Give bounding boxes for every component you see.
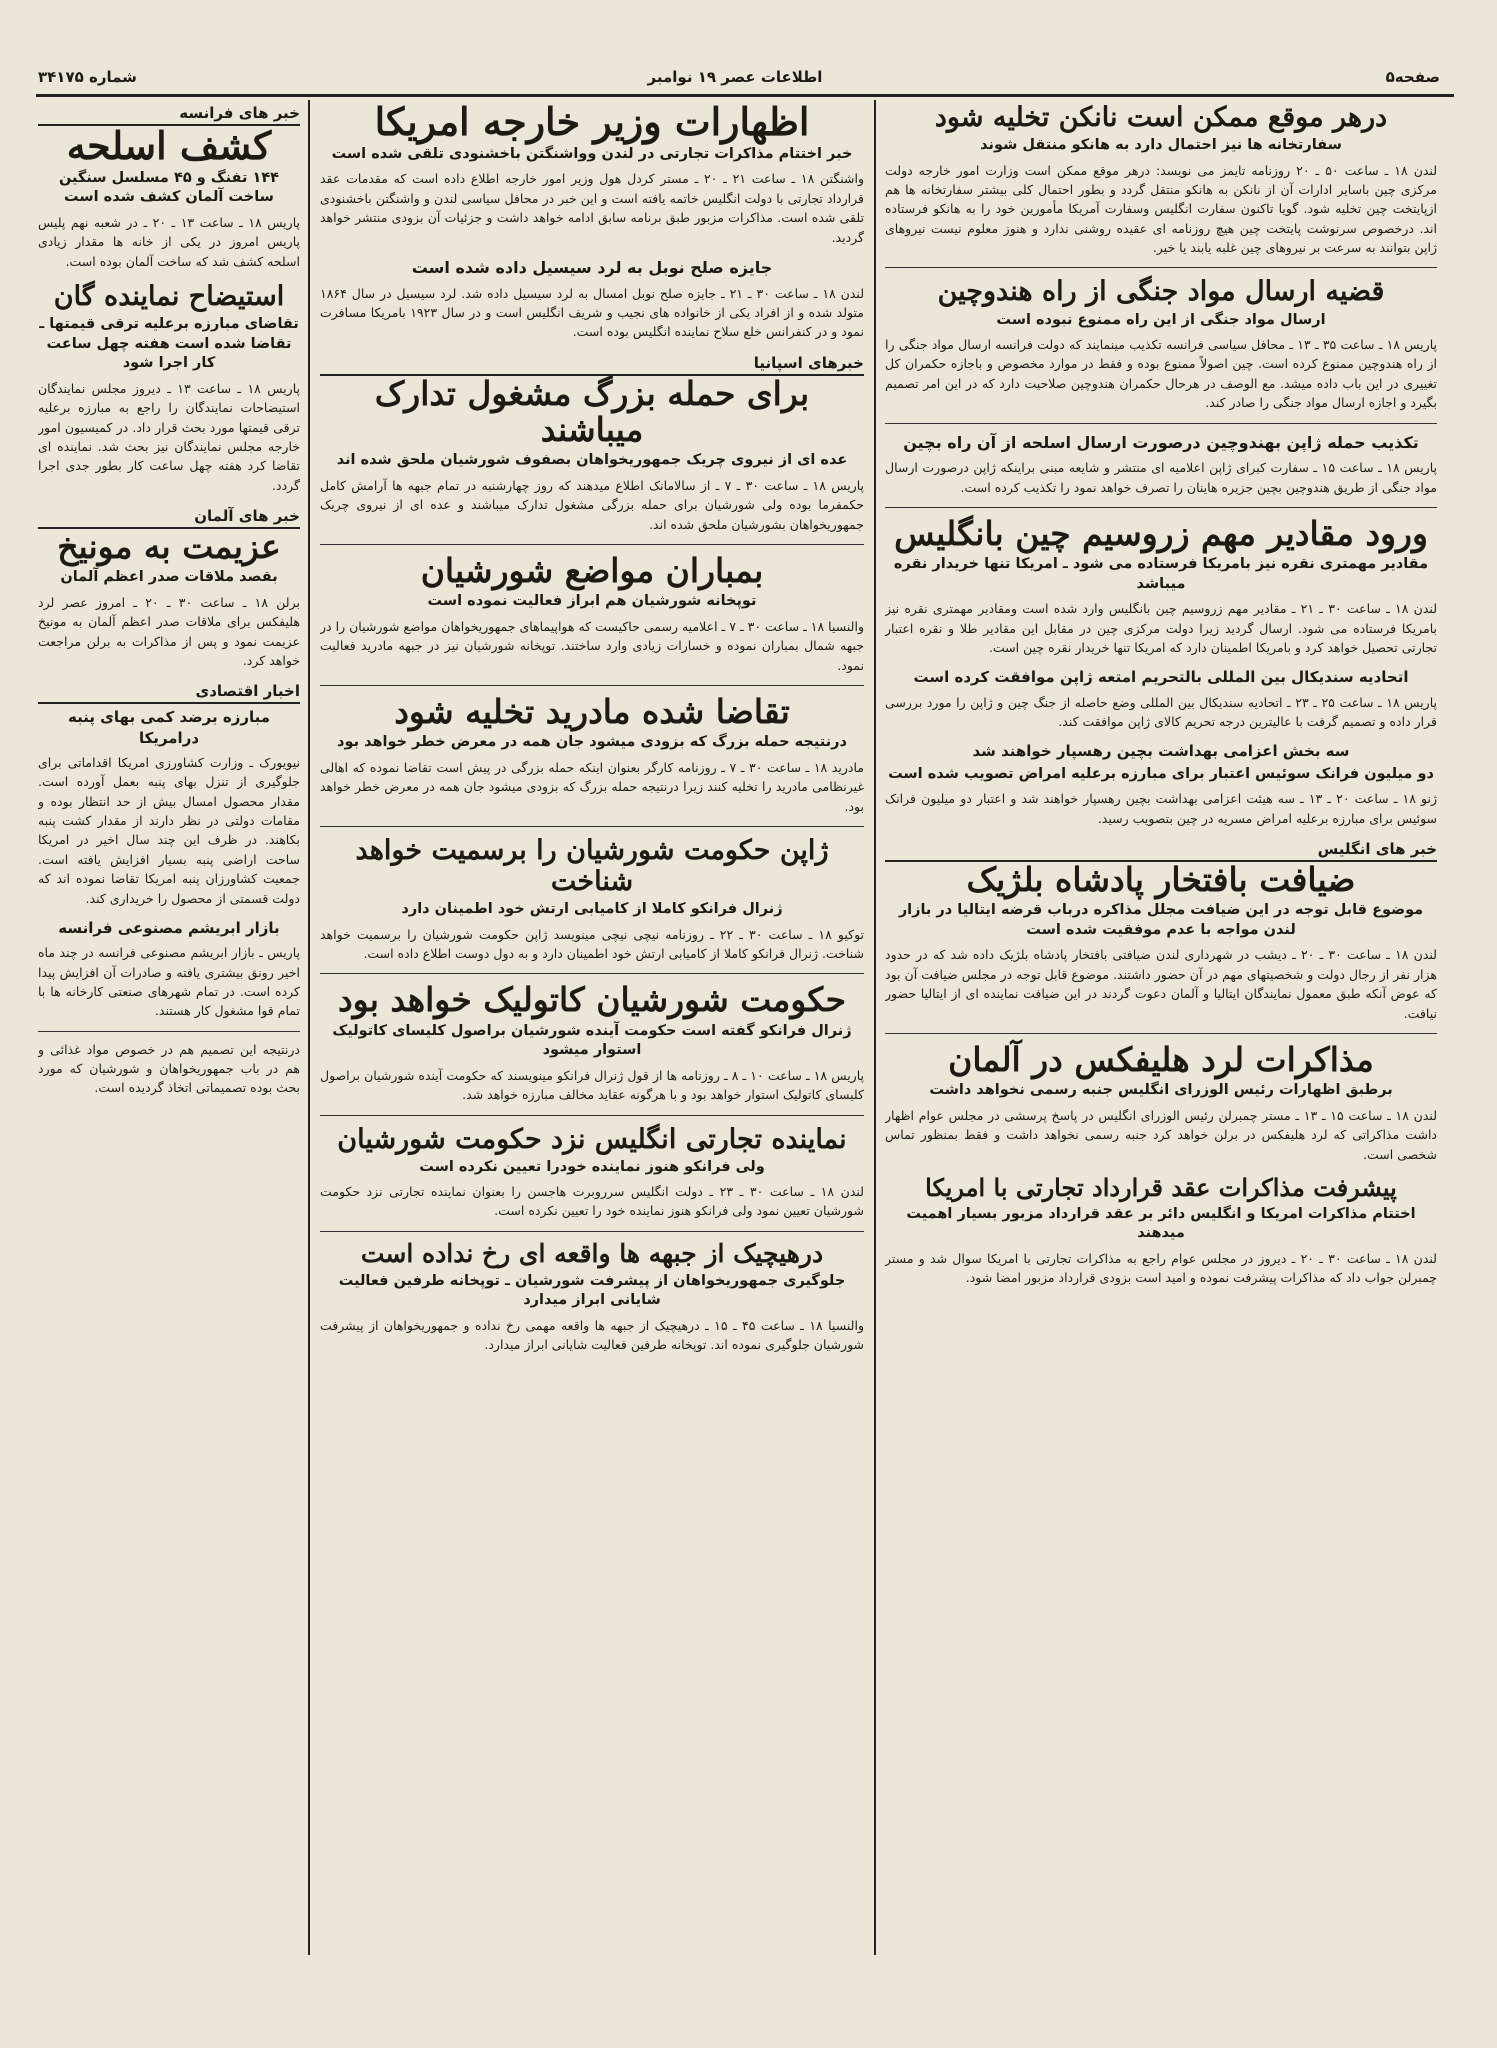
article-body: پاریس ۱۸ ـ ساعت ۱۰ ـ ۸ ـ روزنامه ها از قول ژنرال فرانکو مینویسند که حکومت آینده شورشیان براصول کلیسای کاتولیک استوار خواهد بود و با هرگونه عقاید مخالف مبارزه خواهد شد. [320, 1067, 864, 1103]
headline: تقاضا شده مادرید تخلیه شود [394, 691, 790, 731]
subheadline: ۱۴۴ تفنگ و ۴۵ مسلسل سنگین ساخت آلمان کشف شده است [58, 169, 280, 206]
subheadline: جلوگیری جمهوریخواهان از پیشرفت شورشیان ـ توپخانه طرفین فعالیت شایانی ابراز میدارد [338, 1272, 846, 1309]
issue-number: شماره ۳۴۱۷۵ [38, 68, 137, 86]
section-tag-england: خبر های انگلیس [885, 838, 1437, 862]
subheadline: توپخانه شورشیان هم ابراز فعالیت نموده است [427, 593, 757, 610]
headline: قضیه ارسال مواد جنگی از راه هندوچین [937, 276, 1385, 308]
article-silk [38, 918, 300, 1021]
article-nanking [885, 102, 1437, 257]
left-column [38, 102, 300, 1947]
section-tag-spain: خبرهای اسپانیا [320, 352, 864, 376]
headline: بازار ابریشم مصنوعی فرانسه [58, 918, 280, 937]
article-body: واشنگتن ۱۸ ـ ساعت ۲۱ ـ ۲۰ ـ مستر کردل هول وزیر امور خارجه اطلاع داده است که مقدمات عقد قرارداد تجارتی با دولت انگلیس خاتمه یافته است و این خبر در محافل سیاسی لندن و واشنگتن باخشنودی تلقی شده است. مذاکرات مزبور طبق برنامه سابق ادامه خواهد داشت و جزئیات آن بزودی منتشر خواهد گردید. [320, 171, 864, 245]
article-body: لندن ۱۸ ـ ساعت ۳۰ ـ ۲۱ ـ جایزه صلح نوبل امسال به لرد سیسیل داده شد. لرد سیسیل در سال ۱۸۶۴ متولد شده و از افراد یکی از خانواده های نجیب و شریف انگلیس است و در سال ۱۹۲۳ بامریکا مسافرت نمود و در کنفرانس خلع سلاح نماینده انگلیس بوده است. [320, 285, 864, 340]
article-cotton [38, 707, 300, 908]
divider [885, 507, 1437, 508]
divider [885, 267, 1437, 268]
divider [320, 1115, 864, 1116]
center-column [320, 102, 864, 1947]
article-body: ژنو ۱۸ ـ ساعت ۲۰ ـ ۱۳ ـ سه هیئت اعزامی بهداشت بچین رهسپار خواهند شد و اعتبار دو میلیون فرانک سوئیس برای مبارزه برعلیه امراض مسریه در چین بتصویب رسید. [885, 791, 1437, 826]
subheadline: سفارتخانه ها نیز احتمال دارد به هانکو منتقل شوند [980, 137, 1342, 154]
article-weapons-found [38, 123, 300, 271]
article-body: پاریس ۱۸ ـ ساعت ۳۵ ـ ۱۳ ـ محافل سیاسی فرانسه تکذیب مینمایند که دولت فرانسه ارسال مواد جنگی را از راه هندوچین ممنوع کرده است. چین اصولاً ممنوع بوده و فقط در موارد مخصوص و باجازه حکمران کل تغییری در این باب داده میشد. مع الوصف در هرحال حکمران هندوچین صلاحیت دارد که در این امر تصمیم بگیرد و اجازه ارسال مواد جنگی را صادر کند. [885, 337, 1437, 411]
divider [320, 544, 864, 545]
article-body: لندن ۱۸ ـ ساعت ۱۵ ـ ۱۳ ـ مستر چمبرلن رئیس الوزرای انگلیس در پاسخ پرسشی در مجلس عوام اظهار داشت مذاکراتی که لرد هلیفکس در برلن خواهد کرد جنبه رسمی نخواهد داشت و فقط بمنظور تماس شخصی است. [885, 1107, 1437, 1162]
article-syndicate [885, 667, 1437, 731]
headline: ژاپن حکومت شورشیان را برسمیت خواهد شناخت [355, 834, 829, 897]
article-halifax [885, 1039, 1437, 1164]
subheadline: ارسال مواد جنگی از این راه ممنوع نبوده است [996, 311, 1326, 328]
article-body: لندن ۱۸ ـ ساعت ۳۰ ـ ۲۱ ـ مقادیر مهم زروسیم چین بانگلیس وارد شده است ومقادیر مهمتری نقره نیز بامریکا فرستاده می شود. ارسال گردید زیرا دولت مرکزی چین در مقابل این مقادیر طلا و نقره اعتبار تجارتی تحصیل خواهد کرد و بامریکا اطمینان دارد که امریکا تنها خریدار نقره چین است. [885, 601, 1437, 656]
subheadline: خبر اختتام مذاکرات تجارتی در لندن وواشنگتن باخشنودی تلقی شده است [331, 145, 853, 162]
divider [38, 1031, 300, 1032]
subheadline: عده ای از نیروی چریک جمهوریخواهان بصفوف شورشیان ملحق شده اند [336, 452, 848, 469]
article-us-foreign-minister [320, 102, 864, 247]
column-rule-left [308, 100, 310, 1955]
subheadline: ژنرال فرانکو گفته است حکومت آینده شورشیان براصول کلیسای کاتولیک استوار میشود [332, 1022, 852, 1059]
article-bombing [320, 550, 864, 675]
headline: اتحادیه سندیکال بین المللی بالتحریم امتعه ژاپن موافقت کرده است [913, 668, 1409, 687]
article-nobel-prize [320, 257, 864, 342]
article-health-mission [885, 741, 1437, 828]
headline: پیشرفت مذاکرات عقد قرارداد تجارتی با امریکا [925, 1172, 1397, 1202]
headline: مبارزه برضد کمی بهای پنبه درامریکا [67, 708, 271, 747]
headline: کشف اسلحه [66, 123, 272, 168]
headline: جایزه صلح نوبل به لرد سیسیل داده شده است [411, 257, 773, 277]
divider [885, 423, 1437, 424]
article-indochina [885, 276, 1437, 412]
article-body: والنسیا ۱۸ ـ ساعت ۳۰ ـ ۷ ـ اعلامیه رسمی حاکیست که هواپیماهای جمهوریخواهان مواضع شورشیان را در جبهه شمال بمباران نموده و خسارات زیادی وارد ساختند. توپخانه شورشیان نیز در جبهه مادرید فعالیت نمود. [320, 618, 864, 673]
article-body: مادرید ۱۸ ـ ساعت ۳۰ ـ ۷ ـ روزنامه کارگر بعنوان اینکه حمله بزرگی در پیش است تقاضا نموده که اهالی غیرنظامی مادرید را تخلیه کنند زیرا درنتیجه حمله بزرگ که بزودی میشود جان همه در معرض خطر خواهد بود. [320, 759, 864, 814]
article-body: لندن ۱۸ ـ ساعت ۵۰ ـ ۲۰ روزنامه تایمز می نویسد: درهر موقع ممکن است وزارت امور خارجه دولت مرکزی چین باسایر ادارات آن از نانکن به هانکو منتقل گردد و بطور احتمال کلی بیشتر سفارتخانه ها هم ازپایتخت چین تخلیه شود. گویا تاکنون سفارت انگلیس وسفارت آمریکا مأمورین خود را به هانکو فرستاده اند. درخصوص سرنوشت پایتخت چین هیچ روزنامه ای عقیده روشنی ندارد و هنوز معلوم نیست نیروهای ژاپن بتوانند به سرعت بر نیروهای چین غلبه یابند یا خیر. [885, 162, 1437, 256]
subheadline: درنتیجه حمله بزرگ که بزودی میشود جان همه در معرض خطر خواهد بود [337, 734, 847, 751]
headline: نماینده تجارتی انگلیس نزد حکومت شورشیان [337, 1123, 847, 1155]
article-body: پاریس ۱۸ ـ ساعت ۳۰ ـ ۷ ـ از سالامانک اطلاع میدهند که روز چهارشنبه در تمام جبهه ها آرامش کامل حکمفرما بوده ولی شورشیان برای حمله بزرگی مشغول تدارک میباشند و عده ای از نیروی چریک جمهوریخواهان بشورشیان ملحق شده اند. [320, 477, 864, 532]
article-body: لندن ۱۸ ـ ساعت ۳۰ ـ ۲۳ ـ دولت انگلیس سرروبرت هاجسن را بعنوان نماینده تجارتی نزد حکومت شورشیان تعیین نمود ولی فرانکو هنوز نماینده خود را تعیین نکرده است. [320, 1184, 864, 1219]
subheadline: ژنرال فرانکو کاملا از کامیابی ارتش خود اطمینان دارد [401, 901, 783, 918]
headline: تکذیب حمله ژاپن بهندوچین درصورت ارسال اسلحه از آن راه بچین [903, 432, 1419, 452]
headline: سه بخش اعزامی بهداشت بچین رهسپار خواهند شد [972, 742, 1350, 761]
subheadline: برطبق اظهارات رئیس الوزرای انگلیس جنبه رسمی نخواهد داشت [929, 1082, 1393, 1099]
article-body: لندن ۱۸ ـ ساعت ۳۰ ـ ۲۰ ـ دیشب در شهرداری لندن ضیافتی بافتخار پادشاه بلژیک داده شد که در حدود هزار نفر از رجال دولت و شخصیتهای مهم در آن حضور داشتند. موضوع قابل توجه در مجلس ضیافت آن بود که عوض آنکه طبق معمول نمایندگان ایتالیا و آلمان دعوت گردند در این ضیافت نماینده ای از ایتالیا حضور نیافت. [885, 947, 1437, 1021]
article-body: پاریس ـ بازار ابریشم مصنوعی فرانسه در چند ماه اخیر رونق بیشتری یافته و صادرات آن افزایش پیدا کرده است. در تمام شهرهای صنعتی کارخانه ها با تمام قوا مشغول کار هستند. [38, 945, 300, 1019]
article-munich [38, 529, 300, 670]
subheadline: بقصد ملاقات صدر اعظم آلمان [60, 569, 278, 586]
divider [320, 826, 864, 827]
headline: عزیمت به مونیخ [57, 527, 281, 567]
article-belgium-king [885, 862, 1437, 1023]
article-continued [38, 1040, 300, 1098]
section-tag-france: خبر های فرانسه [38, 102, 300, 126]
article-body: نیویورک ـ وزارت کشاورزی امریکا اقداماتی برای جلوگیری از تنزل بهای پنبه بعمل آورده است. مقدار محصول امسال بیش از حد انتظار بوده و مقامات دولتی در نظر دارند از مقدار کشت پنبه بکاهند. در ظرف این چند سال اخیر در امریکا ساحت اراضی پنبه بسیار افزایش یافته است. جمعیت کشاورزان پنبه امریکا تقاضا نموده اند که دولت قسمتی از محصول را خریداری کند. [38, 754, 300, 906]
section-tag-germany: خبر های آلمان [38, 505, 300, 529]
divider [885, 1033, 1437, 1034]
article-body: پاریس ۱۸ ـ ساعت ۱۳ ـ ۲۰ ـ در شعبه نهم پلیس پاریس امروز در یکی از خانه ها مقدار زیادی اسلحه کشف شد که ساخت آلمان بوده است. [38, 215, 300, 269]
article-trade-rep [320, 1124, 864, 1221]
headline: درهر موقع ممکن است نانکن تخلیه شود [934, 102, 1388, 133]
masthead-rule [36, 94, 1454, 97]
article-japan-recognition [320, 835, 864, 963]
article-no-incident [320, 1240, 864, 1355]
article-body: توکیو ۱۸ ـ ساعت ۳۰ ـ ۲۲ ـ روزنامه نیچی نیچی مینویسد ژاپن حکومت شورشیان را برسمیت خواهد شناخت. ژنرال فرانکو کاملا از کامیابی ارتش خود اطمینان دارد و به دول دوست اطلاع داده است. [320, 926, 864, 961]
article-body: پاریس ۱۸ ـ ساعت ۱۵ ـ سفارت کبرای ژاپن اعلامیه ای منتشر و شایعه مبنی براینکه ژاپن درصورت ارسال مواد جنگی از طریق هندوچین بچین جزیره هاینان را تصرف خواهد نمود را تکذیب کرده است. [885, 460, 1437, 495]
article-body: درنتیجه این تصمیم هم در خصوص مواد غذائی و هم در باب جمهوریخواهان و شورشیان که مورد بحث بوده تصمیماتی اتخاذ گردیده است. [38, 1041, 300, 1096]
subheadline: دو میلیون فرانک سوئیس اعتبار برای مبارزه برعلیه امراض تصویب شده است [888, 765, 1434, 782]
headline: استیضاح نماینده گان [53, 281, 285, 313]
page-label: صفحه۵ [1385, 68, 1440, 86]
article-japan-denial [885, 432, 1437, 497]
article-trade-agreement [885, 1174, 1437, 1287]
subheadline: اختتام مذاکرات امریکا و انگلیس دائر بر عقد قرارداد مزبور بسیار اهمیت میدهند [906, 1205, 1416, 1242]
column-rule-right [874, 100, 876, 1955]
article-madrid-evacuation [320, 691, 864, 816]
issue-date: اطلاعات عصر ۱۹ نوامبر [647, 68, 823, 86]
subheadline: مقادیر مهمتری نقره نیز بامریکا فرستاده می شود ـ امریکا تنها خریدار نقره میباشد [893, 556, 1429, 592]
headline: بمباران مواضع شورشیان [420, 550, 764, 590]
divider [320, 1231, 864, 1232]
divider [320, 973, 864, 974]
headline: درهیچیک از جبهه ها واقعه ای رخ نداده است [360, 1238, 824, 1268]
right-column [885, 102, 1437, 1947]
article-big-attack [320, 373, 864, 534]
headline: ورود مقادیر مهم زروسیم چین بانگلیس [894, 513, 1428, 553]
subheadline: تقاضای مبارزه برعلیه ترقی قیمتها ـ تقاضا شده است هفته چهل ساعت کار اجرا شود [39, 316, 299, 372]
article-body: والنسیا ۱۸ ـ ساعت ۴۵ ـ ۱۵ ـ درهیچیک از جبهه ها واقعه مهمی رخ نداده و جمهوریخواهان از پیشرفت شورشیان جلوگیری نموده اند. توپخانه طرفین فعالیت شایانی ابراز میدارد. [320, 1317, 864, 1353]
headline: حکومت شورشیان کاتولیک خواهد بود [337, 980, 847, 1020]
article-body: پاریس ۱۸ ـ ساعت ۱۳ ـ دیروز مجلس نمایندگان استیضاحات نمایندگان را راجع به مبارزه برعلیه ترقی قیمتها مورد بحث قرار داد. در کمیسیون امور خارجه مجلس نمایندگان نیز بحث شد. نماینده ای تقاضا کرد هفته چهل ساعت کار بطور جدی اجرا گردد. [38, 380, 300, 493]
article-gold-silver [885, 513, 1437, 658]
article-body: پاریس ۱۸ ـ ساعت ۲۵ ـ ۲۳ ـ اتحادیه سندیکال بین المللی وضع حاصله از جنگ چین و ژاپن را مورد بررسی قرار داده و تصمیم گرفت با عالیترین درجه تحریم کالای ژاپن موافقت کند. [885, 694, 1437, 730]
headline: برای حمله بزرگ مشغول تدارک میباشند [374, 373, 810, 449]
article-body: برلن ۱۸ ـ ساعت ۳۰ ـ ۲۰ ـ امروز عصر لرد هلیفکس برای ملاقات صدر اعظم آلمان به مونیخ عزیمت نمود و پس از مذاکرات به برلن مراجعت خواهد کرد. [38, 594, 300, 669]
headline: ضیافت بافتخار پادشاه بلژیک [966, 860, 1356, 900]
section-tag-economy: اخبار اقتصادی [38, 680, 300, 704]
subheadline: موضوع قابل توجه در این ضیافت مجلل مذاکره درباب قرضه ایتالیا در بازار لندن مواجه با عدم موفقیت شده است [898, 902, 1424, 938]
article-catholic-government [320, 982, 864, 1104]
article-interpellation [38, 281, 300, 495]
headline: مذاکرات لرد هلیفکس در آلمان [948, 1039, 1374, 1079]
headline: اظهارات وزیر خارجه امریکا [374, 102, 810, 144]
article-body: لندن ۱۸ ـ ساعت ۳۰ ـ ۲۰ ـ دیروز در مجلس عوام راجع به مذاکرات تجارتی با امریکا سوال شد و مستر چمبرلن جواب داد که مذاکرات پیشرفت نموده و امید است بزودی قرارداد مزبور امضا شود. [885, 1250, 1437, 1286]
divider [320, 685, 864, 686]
subheadline: ولی فرانکو هنوز نماینده خودرا تعیین نکرده است [419, 1158, 765, 1175]
